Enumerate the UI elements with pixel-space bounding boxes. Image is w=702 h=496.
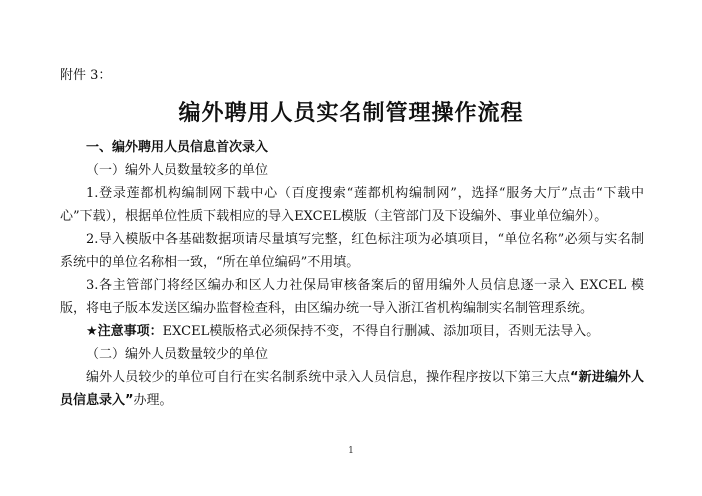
note-label: ★注意事项： [86, 324, 163, 339]
paragraph-4-suffix: 办理。 [133, 393, 173, 408]
note-paragraph [60, 320, 644, 343]
document-body [60, 136, 644, 412]
paragraph-4 [60, 366, 644, 412]
section-heading: 一、编外聘用人员信息首次录入 [86, 140, 269, 155]
paragraph-3: 3.各主管部门将经区编办和区人力社保局审核备案后的留用编外人员信息逐一录入 EXCEL 模版，将电子版本发送区编办监督检查科，由区编办统一导入浙江省机构编制实名制管理系统。 [60, 278, 644, 316]
page-number: 1 [348, 446, 354, 456]
paragraph-1: 1.登录莲都机构编制网下载中心（百度搜索“莲都机构编制网”，选择“服务大厅”点击“下载中心”下载），根据单位性质下载相应的导入EXCEL模版（主管部门及下设编外、事业单位编外）。 [60, 186, 644, 224]
note-text: EXCEL模版格式必须保持不变，不得自行删减、添加项目，否则无法导入。 [162, 324, 600, 339]
subsection-heading-1: （一）编外人员数量较多的单位 [86, 163, 269, 178]
subsection-heading-2: （二）编外人员数量较少的单位 [86, 347, 269, 362]
document-title: 编外聘用人员实名制管理操作流程 [178, 100, 524, 126]
paragraph-4-prefix: 编外人员较少的单位可自行在实名制系统中录入人员信息，操作程序按以下第三大点 [86, 370, 571, 385]
paragraph-2: 2.导入模版中各基础数据项请尽量填写完整，红色标注项为必填项目，“单位名称”必须与实名制系统中的单位名称相一致，“所在单位编码”不用填。 [60, 232, 644, 270]
paragraph-4-bold: “新进编外人员信息录入” [60, 370, 644, 408]
attachment-label: 附件 3： [60, 68, 112, 83]
